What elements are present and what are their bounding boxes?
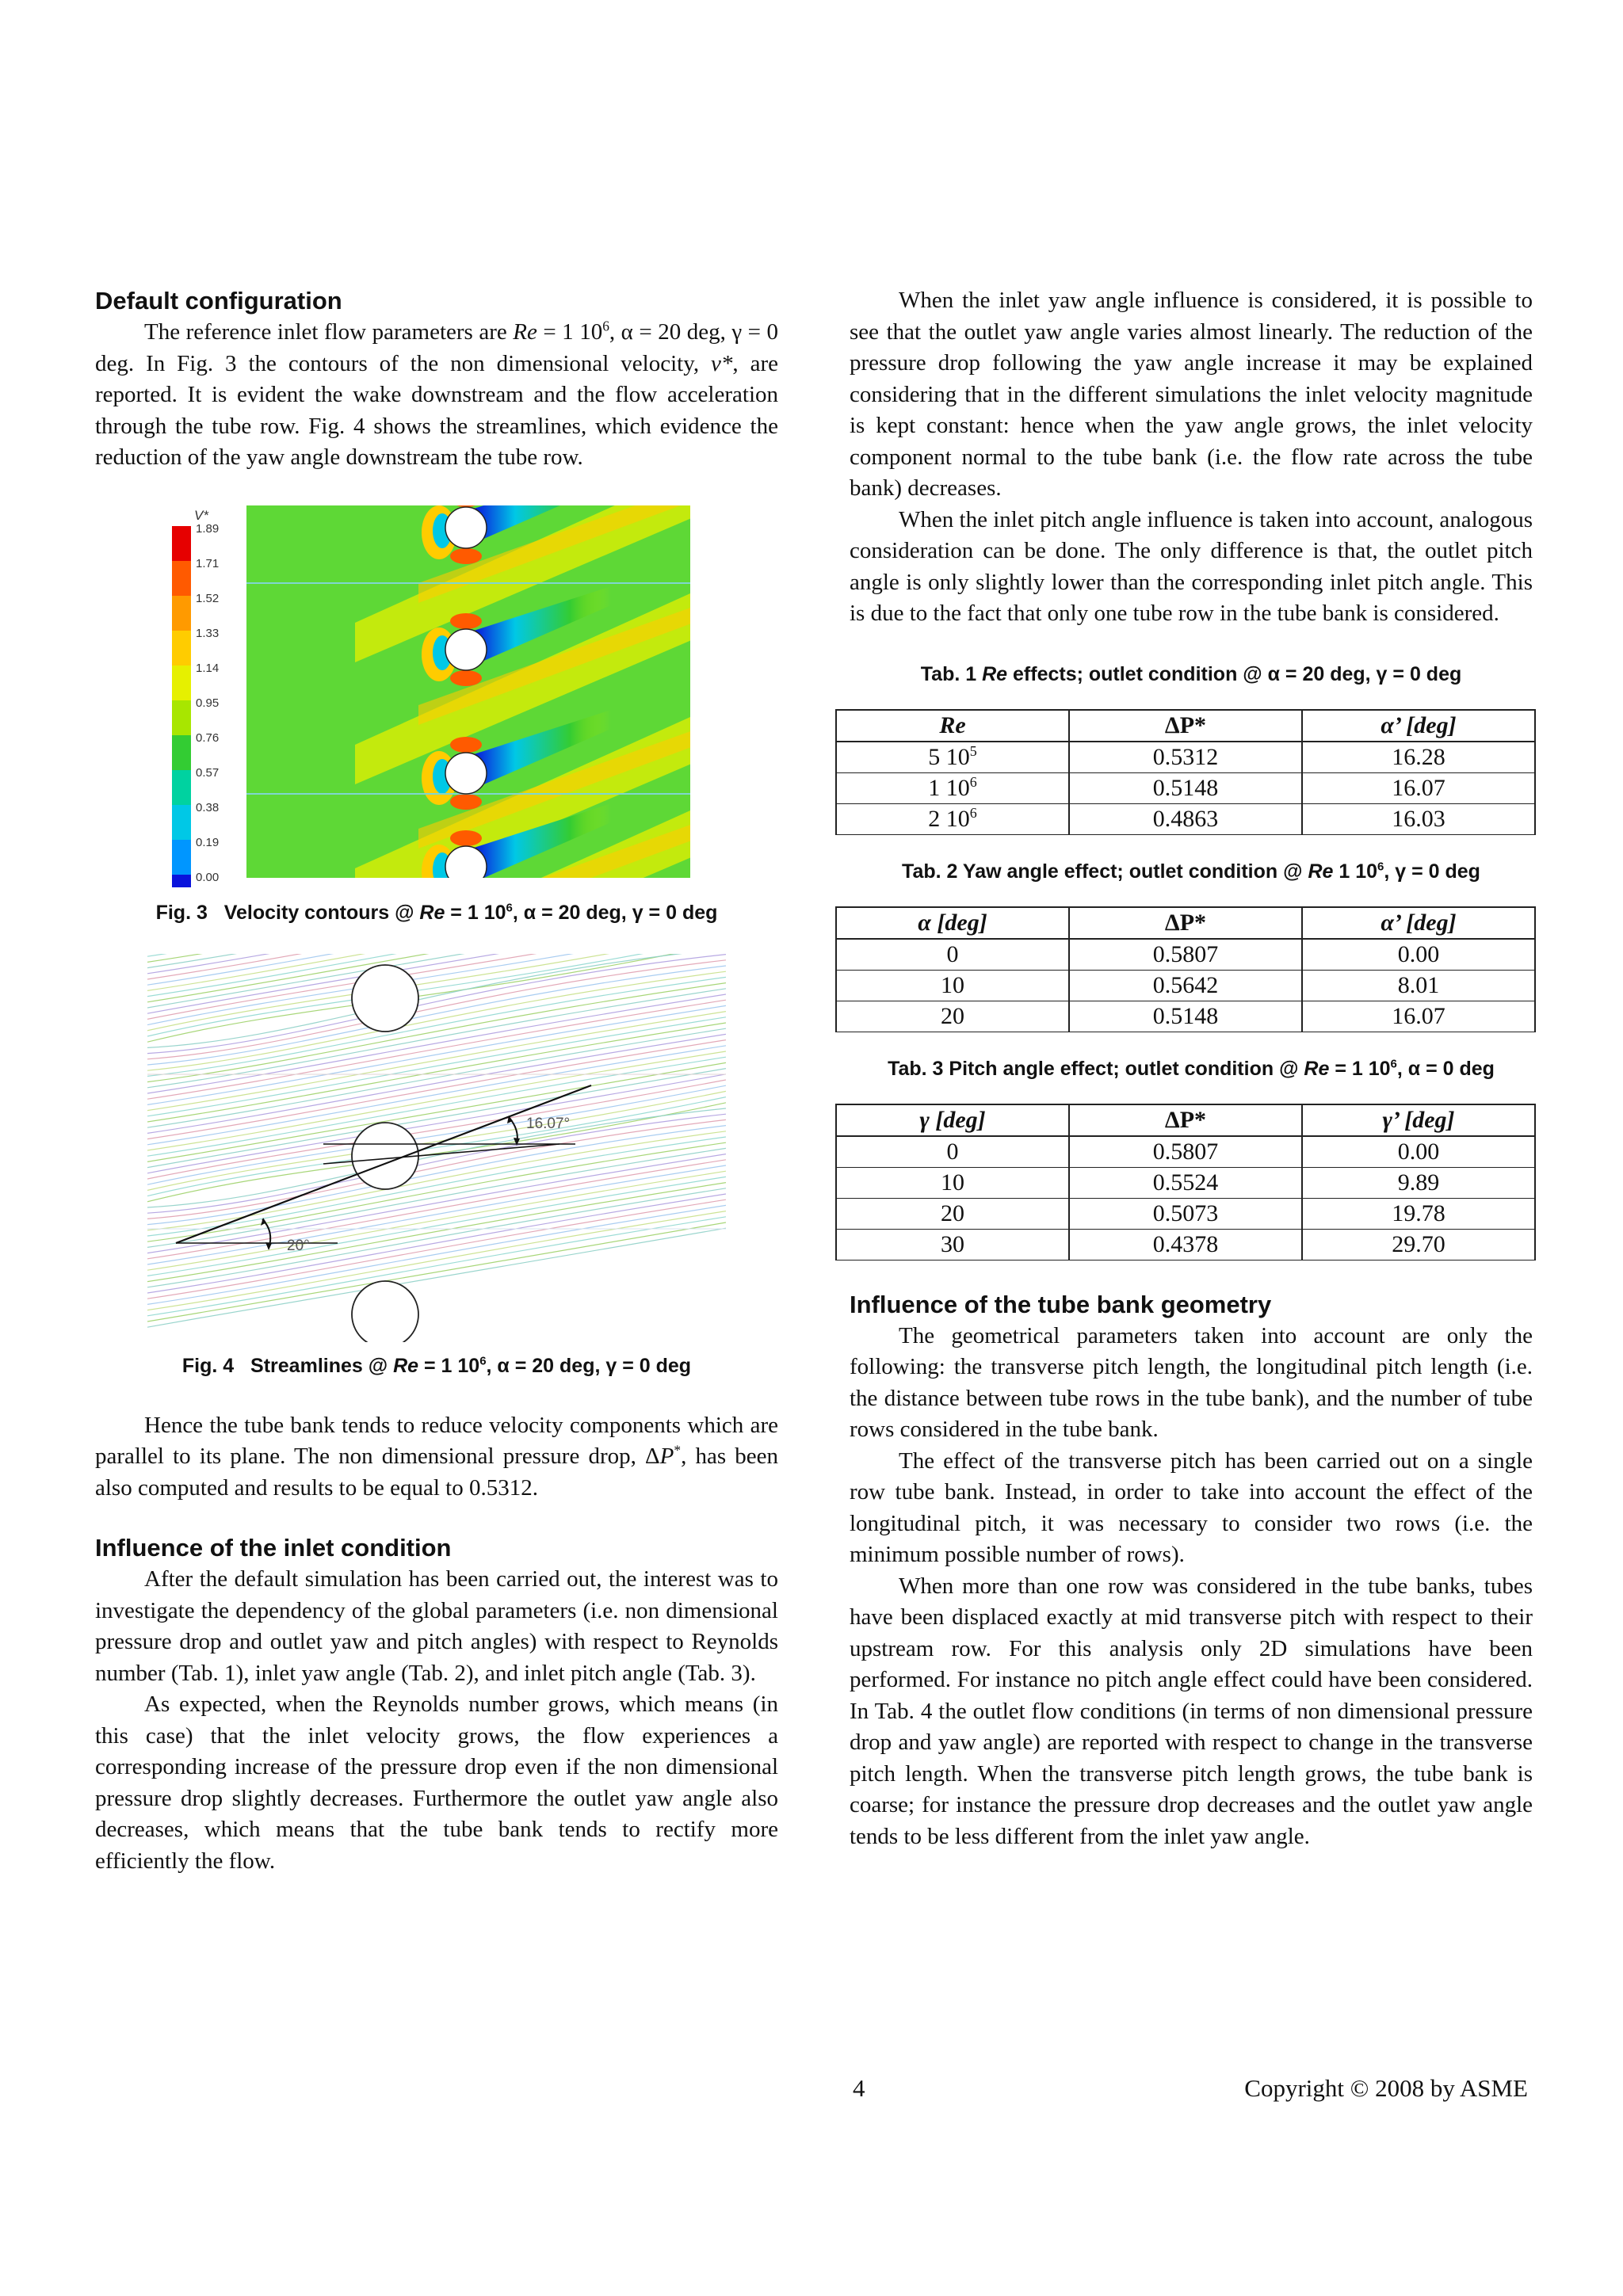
streamline [147, 1165, 726, 1264]
table-cell: 10 [836, 1167, 1069, 1198]
streamline [147, 954, 726, 1047]
left-column [95, 285, 778, 1877]
yaw-angle-paragraph: When the inlet yaw angle influence is considered, it is possible to see that the outlet yaw angle varies almost linearly. The reduction of the pressure drop following the yaw angle increase it may be explained considering that in the different simulations the inlet velocity magnitude is kept constant: hence when the yaw angle grows, the inlet velocity component normal to the tube bank (i.e. the flow rate across the tube bank) decreases. [850, 288, 1533, 501]
figure-3 [167, 499, 706, 887]
acceleration-zone [450, 794, 482, 810]
column-header: ΔP* [1069, 1104, 1302, 1136]
legend-swatch [172, 840, 191, 875]
table-cell: 0 [836, 939, 1069, 971]
outlet-angle-label: 16.07° [526, 1115, 571, 1132]
legend-swatch [172, 805, 191, 840]
legend-swatch [172, 561, 191, 596]
streamline [147, 1154, 726, 1253]
figure-3-caption: Fig. 3 Velocity contours @ Re = 1 $10^6$, α = 20 deg, γ = 0 deg [155, 901, 718, 924]
streamline [147, 1016, 726, 1116]
pressure-drop-paragraph: Hence the tube bank tends to reduce velocity components which are parallel to its plane. The non dimensional pressure drop, ΔP*, has been also computed and results to be equal to 0.5312. [95, 1412, 778, 1501]
column-header: α’ [deg] [1302, 907, 1535, 939]
legend-swatch [172, 735, 191, 770]
column-header: γ’ [deg] [1302, 1104, 1535, 1136]
table-cell: 0.00 [1302, 939, 1535, 971]
tube-circle [445, 846, 487, 887]
table-cell: 30 [836, 1229, 1069, 1260]
table-cell: 8.01 [1302, 970, 1535, 1001]
streamline [147, 1000, 726, 1099]
column-header: Re [836, 710, 1069, 742]
table-row [836, 970, 1535, 1001]
contour-field [246, 499, 706, 887]
streamline [147, 977, 726, 1076]
figure-4-caption: Fig. 4 Streamlines @ Re = 1 $10^6$, α = 20 deg, γ = 0 deg [181, 1354, 692, 1377]
streamline [147, 1097, 726, 1196]
default-config-paragraph: The reference inlet flow parameters are Re = 1 $10^6$, α = 20 deg, γ = 0 deg. In Fig. 3 the contours of the non dimensional velocity, v*, are reported. It is evident the wake downstream and the flow acceleration through the tube row. Fig. 4 shows the streamlines, which evidence the reduction of the yaw angle downstream the tube row. [95, 318, 779, 470]
table-3-caption: Tab. 3 Pitch angle effect; outlet condition @ Re = 1 $10^6$, α = 0 deg [888, 1057, 1495, 1080]
column-header: α [deg] [836, 907, 1069, 939]
table-cell: 9.89 [1302, 1167, 1535, 1198]
legend-swatch [172, 666, 191, 700]
table-row [836, 1229, 1535, 1260]
legend-swatch [172, 770, 191, 805]
figure-4 [147, 954, 726, 1342]
column-header: ΔP* [1069, 907, 1302, 939]
tube-circle [445, 507, 487, 548]
table-cell: 5 $10^5$ [836, 742, 1069, 773]
table-cell: 10 [836, 970, 1069, 1001]
tube-circle [445, 629, 487, 670]
reynolds-paragraph: As expected, when the Reynolds number grows, which means (in this case) that the inlet velocity grows, the flow experiences a corresponding increase of the pressure drop even if the non dimensional pressure drop slightly decreases. Furthermore the outlet yaw angle also decreases, which means that the tube bank tends to rectify more efficiently the flow. [95, 1691, 778, 1874]
table-cell: 0.5524 [1069, 1167, 1302, 1198]
legend-value: 1.52 [196, 591, 220, 605]
table-1-caption: Tab. 1 Re effects; outlet condition @ α = 20 deg, γ = 0 deg [920, 662, 1462, 685]
right-column [850, 285, 1533, 1852]
geometry-paragraph: The geometrical parameters taken into account are only the following: the transverse pitch length, the longitudinal pitch length (i.e. the distance between tube rows in the tube bank), and the number of tube rows considered in the tube bank. [850, 1322, 1533, 1442]
legend-swatch [172, 631, 191, 666]
streamline [147, 954, 726, 1002]
inlet-angle-label: 20° [287, 1237, 310, 1254]
table-cell: 16.07 [1302, 1001, 1535, 1032]
table-cell: 0 [836, 1136, 1069, 1168]
table-cell: 2 $10^6$ [836, 803, 1069, 834]
table-row [836, 1001, 1535, 1032]
tube-row [352, 965, 418, 1342]
tube-circle [352, 1281, 418, 1342]
legend-value: 0.38 [196, 800, 220, 814]
table-cell: 0.5148 [1069, 772, 1302, 803]
table-header-row [836, 710, 1535, 742]
inlet-condition-heading: Influence of the inlet condition [95, 1534, 452, 1562]
table-header-row [836, 1104, 1535, 1136]
default-config-heading: Default configuration [95, 287, 342, 315]
copyright-notice: Copyright © 2008 by ASME [1244, 2074, 1528, 2102]
geometry-heading: Influence of the tube bank geometry [850, 1290, 1272, 1318]
legend-title: V* [194, 507, 208, 523]
table-cell: 16.03 [1302, 803, 1535, 834]
acceleration-zone [450, 830, 482, 846]
streamline [147, 1131, 726, 1230]
legend-value: 0.19 [196, 835, 220, 849]
table-row [836, 803, 1535, 834]
streamline [147, 1119, 726, 1219]
color-legend [172, 522, 219, 887]
table-cell: 1 $10^6$ [836, 772, 1069, 803]
arrow-icon [265, 1242, 272, 1250]
legend-value: 0.76 [196, 730, 220, 745]
table-cell: 16.07 [1302, 772, 1535, 803]
streamline [147, 1125, 726, 1224]
inlet-condition-paragraph: After the default simulation has been carried out, the interest was to investigate the dependency of the global parameters (i.e. non dimensional pressure drop and outlet yaw and pitch angles) with respect to Reynolds number (Tab. 1), inlet yaw angle (Tab. 2), and inlet pitch angle (Tab. 3). [95, 1566, 778, 1686]
acceleration-zone [450, 670, 482, 686]
page-number: 4 [853, 2074, 865, 2102]
legend-value: 1.14 [196, 661, 220, 675]
acceleration-zone [450, 548, 482, 564]
legend-swatch [172, 875, 191, 887]
streamline [147, 1177, 726, 1276]
table-cell: 0.5148 [1069, 1001, 1302, 1032]
velocity-contour-plot [167, 499, 706, 887]
legend-swatch [172, 700, 191, 735]
table-cell: 16.28 [1302, 742, 1535, 773]
streamline [147, 966, 726, 1065]
column-header: α’ [deg] [1302, 710, 1535, 742]
table-cell: 19.78 [1302, 1198, 1535, 1229]
inlet-direction-line [176, 1085, 591, 1243]
transverse-pitch-paragraph: The effect of the transverse pitch has been carried out on a single row tube bank. Instead, in order to take into account the effect of the longitudinal pitch, it was necessary to consider two rows (i.e. the minimum possible number of rows). [850, 1447, 1533, 1567]
streamline [147, 971, 726, 1070]
streamline [147, 1159, 726, 1258]
table-2-caption: Tab. 2 Yaw angle effect; outlet condition @ Re 1 $10^6$, γ = 0 deg [902, 860, 1480, 883]
table-cell: 0.4378 [1069, 1229, 1302, 1260]
legend-swatch [172, 526, 191, 561]
tube-circle [445, 753, 487, 794]
streamline-plot [147, 954, 726, 1342]
acceleration-zone [450, 613, 482, 629]
legend-value: 1.89 [196, 521, 220, 536]
legend-value: 0.57 [196, 765, 220, 780]
acceleration-zone [450, 737, 482, 753]
pitch-angle-paragraph: When the inlet pitch angle influence is taken into account, analogous consideration can be done. The only difference is that, the outlet pitch angle is only slightly lower than the corresponding inlet pitch angle. This is due to the fact that only one tube row in the tube bank is considered. [850, 506, 1533, 626]
streamlines [147, 954, 726, 1327]
table-cell: 0.00 [1302, 1136, 1535, 1168]
table-cell: 0.5807 [1069, 939, 1302, 971]
legend-value: 0.00 [196, 870, 220, 884]
tube-circle [352, 965, 418, 1032]
table-cell: 0.5312 [1069, 742, 1302, 773]
table-row [836, 1198, 1535, 1229]
table-cell: 0.5073 [1069, 1198, 1302, 1229]
legend-value: 1.33 [196, 626, 220, 640]
legend-swatch [172, 596, 191, 631]
legend-value: 0.95 [196, 696, 220, 710]
table-3 [835, 1104, 1536, 1261]
table-row [836, 939, 1535, 971]
table-row [836, 742, 1535, 773]
table-cell: 0.5642 [1069, 970, 1302, 1001]
streamline [147, 954, 726, 1008]
table-cell: 29.70 [1302, 1229, 1535, 1260]
table-row [836, 772, 1535, 803]
column-header: ΔP* [1069, 710, 1302, 742]
table-cell: 0.4863 [1069, 803, 1302, 834]
streamline [147, 959, 726, 1058]
table-1 [835, 709, 1536, 835]
table-row [836, 1136, 1535, 1168]
legend-value: 1.71 [196, 556, 220, 570]
table-row [836, 1167, 1535, 1198]
tube-circle [352, 1123, 418, 1189]
table-header-row [836, 907, 1535, 939]
column-header: γ [deg] [836, 1104, 1069, 1136]
table-cell: 20 [836, 1198, 1069, 1229]
table-cell: 20 [836, 1001, 1069, 1032]
multi-row-paragraph: When more than one row was considered in the tube banks, tubes have been displaced exactly at mid transverse pitch with respect to their upstream row. For this analysis only 2D simulations have been performed. For instance no pitch angle effect could have been considered. In Tab. 4 the outlet flow conditions (in terms of non dimensional pressure drop and yaw angle) are reported with respect to change in the transverse pitch length. When the transverse pitch length grows, the tube bank is coarse; for instance the pressure drop decreases and the outlet yaw angle tends to be less different from the inlet yaw angle. [850, 1573, 1533, 1849]
table-cell: 0.5807 [1069, 1136, 1302, 1168]
table-2 [835, 906, 1536, 1032]
